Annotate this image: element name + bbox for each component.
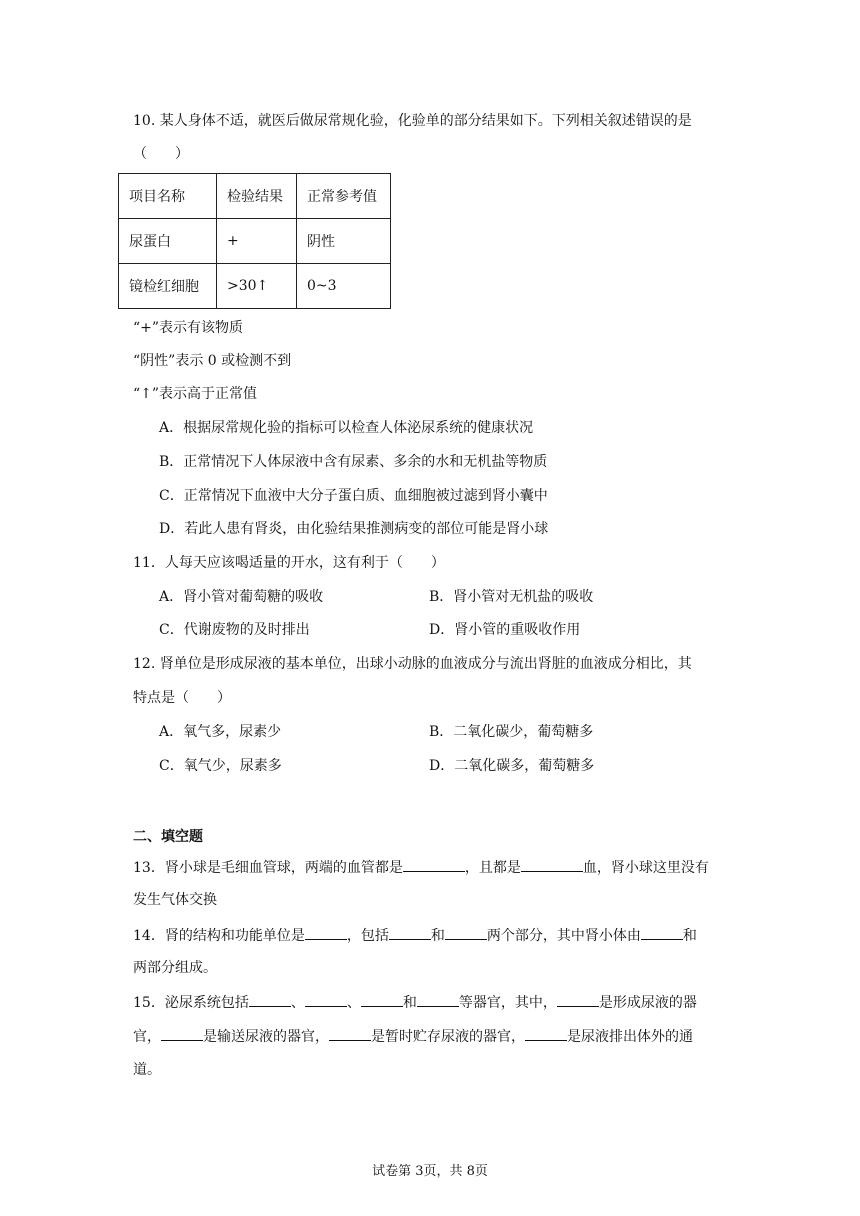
q14-text: ，包括 <box>346 928 389 944</box>
answer-blank[interactable] <box>305 992 347 1007</box>
q13-line1 <box>133 857 709 878</box>
q15-text: 和 <box>402 995 417 1011</box>
table-cell: 尿蛋白 <box>119 219 217 264</box>
q15-text: 是形成尿液的器 <box>598 995 697 1011</box>
q12-option-d: D．二氧化碳多，葡萄糖多 <box>429 758 595 774</box>
answer-blank[interactable] <box>557 992 599 1007</box>
answer-blank[interactable] <box>161 1026 203 1041</box>
q13-text: 血，肾小球这里没有 <box>582 860 709 876</box>
q11-stem: 11．人每天应该喝适量的开水，这有利于（ ） <box>133 555 445 571</box>
q15-text: 官， <box>133 1029 161 1045</box>
answer-blank[interactable] <box>249 992 291 1007</box>
answer-blank[interactable] <box>305 925 347 940</box>
q10-option-a: A．根据尿常规化验的指标可以检查人体泌尿系统的健康状况 <box>159 420 534 436</box>
page-footer: 试卷第 3页，共 8页 <box>372 1164 488 1179</box>
q12-option-b: B．二氧化碳少，葡萄糖多 <box>429 724 594 740</box>
q12-stem-line2: 特点是（ ） <box>133 690 231 706</box>
table-header-row <box>119 174 391 219</box>
q15-text: 是尿液排出体外的通 <box>567 1029 693 1045</box>
q15-text: 、 <box>290 995 305 1011</box>
q11-option-c: C．代谢废物的及时排出 <box>159 622 310 638</box>
table-row <box>119 264 391 309</box>
q15-text: 是输送尿液的器官， <box>203 1029 329 1045</box>
answer-blank[interactable] <box>445 925 487 940</box>
q10-stem-line2: （ ） <box>133 146 189 162</box>
q14-text: 和 <box>682 928 697 944</box>
answer-blank[interactable] <box>525 1026 567 1041</box>
section-title: 二、填空题 <box>133 829 203 845</box>
q10-option-d: D．若此人患有肾炎，由化验结果推测病变的部位可能是肾小球 <box>159 521 549 537</box>
answer-blank[interactable] <box>641 925 683 940</box>
q11-option-b: B．肾小管对无机盐的吸收 <box>429 589 594 605</box>
q14-line1 <box>133 925 697 946</box>
q10-note-3: “↑”表示高于正常值 <box>133 386 258 402</box>
q15-line3: 道。 <box>133 1062 161 1078</box>
q10-stem-line1: 10. 某人身体不适，就医后做尿常规化验，化验单的部分结果如下。下列相关叙述错误的是 <box>133 113 692 129</box>
q10-option-b: B．正常情况下人体尿液中含有尿素、多余的水和无机盐等物质 <box>159 454 548 470</box>
q15-text: 等器官，其中， <box>458 995 557 1011</box>
q12-option-a: A．氧气多，尿素少 <box>159 724 282 740</box>
q12-stem-line1: 12. 肾单位是形成尿液的基本单位，出球小动脉的血液成分与流出肾脏的血液成分相比，其 <box>133 656 692 672</box>
q14-text: 两个部分，其中肾小体由 <box>486 928 641 944</box>
q14-line2: 两部分组成。 <box>133 960 217 976</box>
table-cell: 阴性 <box>297 219 391 264</box>
q14-text: 和 <box>430 928 445 944</box>
q13-line2: 发生气体交换 <box>133 892 217 908</box>
q15-text: 15．泌尿系统包括 <box>133 995 249 1011</box>
q13-text: ，且都是 <box>464 860 521 876</box>
answer-blank[interactable] <box>403 857 465 872</box>
table-row <box>119 219 391 264</box>
answer-blank[interactable] <box>329 1026 371 1041</box>
answer-blank[interactable] <box>361 992 403 1007</box>
q15-line2 <box>133 1026 693 1047</box>
table-cell: + <box>217 219 297 264</box>
q10-note-1: “+”表示有该物质 <box>133 320 244 336</box>
answer-blank[interactable] <box>417 992 459 1007</box>
table-cell: >30↑ <box>217 264 297 309</box>
q14-text: 14．肾的结构和功能单位是 <box>133 928 305 944</box>
q10-option-c: C．正常情况下血液中大分子蛋白质、血细胞被过滤到肾小囊中 <box>159 488 548 504</box>
table-header-cell: 检验结果 <box>217 174 297 219</box>
q12-option-c: C．氧气少，尿素多 <box>159 758 282 774</box>
answer-blank[interactable] <box>389 925 431 940</box>
q15-text: 是暂时贮存尿液的器官， <box>371 1029 525 1045</box>
q11-option-d: D．肾小管的重吸收作用 <box>429 622 581 638</box>
table-header-cell: 项目名称 <box>119 174 217 219</box>
table-header-cell: 正常参考值 <box>297 174 391 219</box>
q13-text: 13．肾小球是毛细血管球，两端的血管都是 <box>133 860 403 876</box>
q15-text: 、 <box>346 995 361 1011</box>
answer-blank[interactable] <box>521 857 583 872</box>
table-cell: 0~3 <box>297 264 391 309</box>
lab-result-table <box>118 173 391 309</box>
q10-note-2: “阴性”表示 0 或检测不到 <box>133 353 292 369</box>
q15-line1 <box>133 992 697 1013</box>
q11-option-a: A．肾小管对葡萄糖的吸收 <box>159 589 324 605</box>
table-cell: 镜检红细胞 <box>119 264 217 309</box>
